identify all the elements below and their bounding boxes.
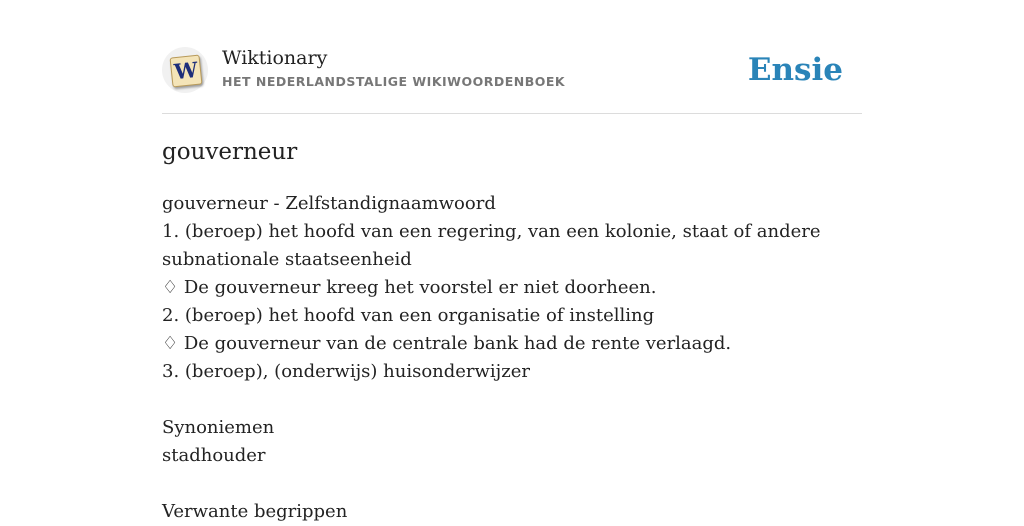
wiktionary-logo[interactable] [162, 47, 208, 93]
definition-1: 1. (beroep) het hoofd van een regering, van een kolonie, staat of andere [162, 221, 821, 242]
synonym-item: stadhouder [162, 445, 266, 466]
logo-letter: W [172, 56, 199, 85]
definition-3: 3. (beroep), (onderwijs) huisonderwijzer [162, 361, 531, 382]
header-divider [162, 113, 862, 114]
definition-2-example: ♢ De gouverneur van de centrale bank had de rente verlaagd. [162, 333, 732, 354]
entry-headline: gouverneur - Zelfstandignaamwoord [162, 193, 496, 214]
site-tagline: HET NEDERLANDSTALIGE WIKIWOORDENBOEK [222, 74, 566, 89]
entry-content [162, 190, 862, 526]
definition-1-example: ♢ De gouverneur kreeg het voorstel er niet doorheen. [162, 277, 657, 298]
synonyms-heading: Synoniemen [162, 417, 275, 438]
site-name[interactable]: Wiktionary [222, 47, 328, 69]
site-header [162, 44, 862, 96]
ensie-brand-link[interactable]: Ensie [747, 52, 843, 88]
spacer [162, 386, 862, 414]
definition-2: 2. (beroep) het hoofd van een organisatie of instelling [162, 305, 655, 326]
definition-1-continued: subnationale staatseenheid [162, 249, 412, 270]
spacer [162, 470, 862, 498]
page-title: gouverneur [162, 139, 298, 165]
related-heading: Verwante begrippen [162, 501, 348, 522]
logo-tile-icon [170, 55, 203, 88]
